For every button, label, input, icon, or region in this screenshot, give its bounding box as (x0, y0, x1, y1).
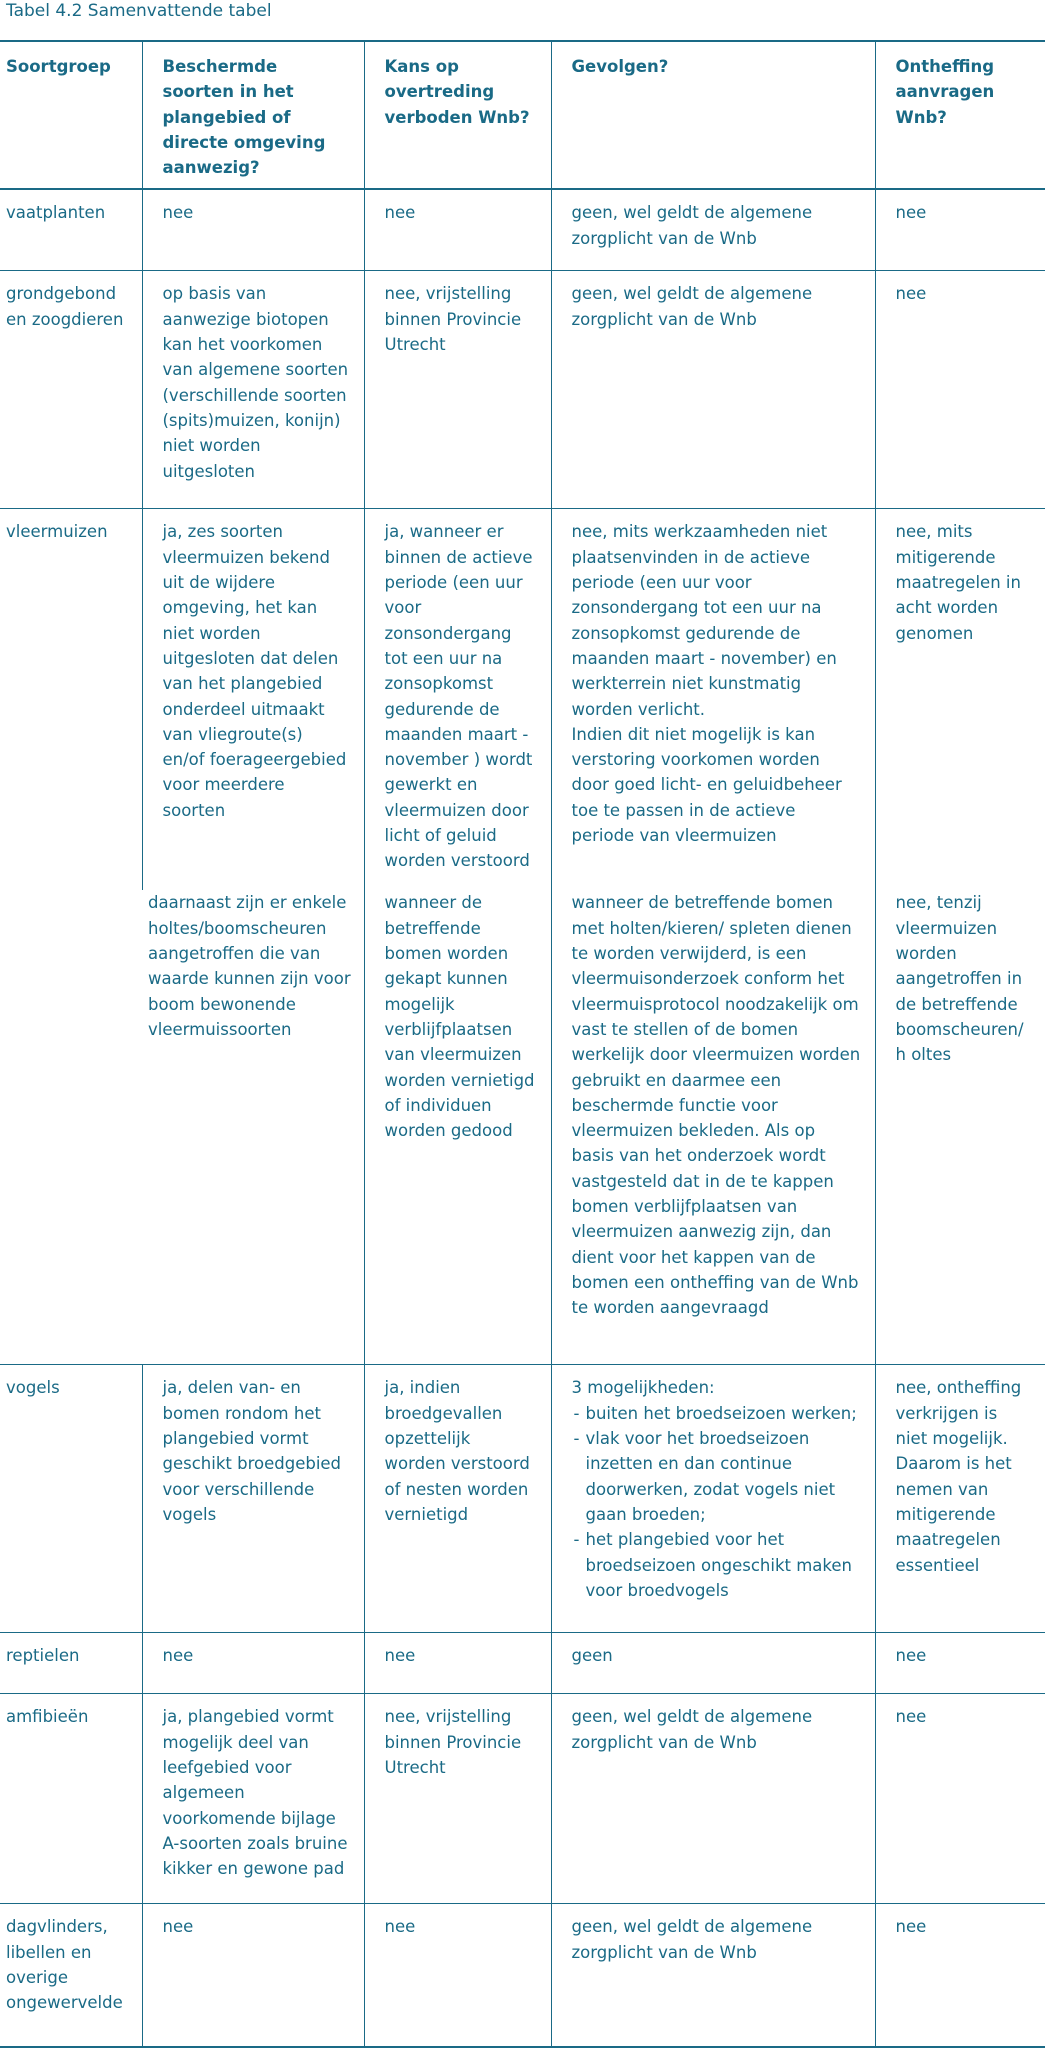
cell-exemption: nee, tenzij vleermuizen worden aangetroffen in de betreffende boomscheuren/h oltes (875, 890, 1045, 1365)
header-gevolgen: Gevolgen? (551, 41, 875, 189)
table-header-row (0, 41, 1045, 189)
cell-present: nee (142, 1633, 364, 1694)
cell-risk: nee, vrijstelling binnen Provincie Utrecht (364, 1694, 551, 1904)
cell-consequences: geen, wel geldt de algemene zorgplicht van de Wnb (551, 1694, 875, 1904)
list-item: - vlak voor het broedseizoen inzetten en dan continue doorwerken, zodat vogels niet gaan broeden; (572, 1426, 861, 1527)
cell-risk: nee, vrijstelling binnen Provincie Utrecht (364, 271, 551, 509)
cell-exemption: nee, ontheffing verkrijgen is niet mogelijk. Daarom is het nemen van mitigerende maatregelen essentieel (875, 1365, 1045, 1633)
cell-consequences (551, 509, 875, 891)
cell-consequences (551, 1365, 875, 1633)
consequences-intro: 3 mogelijkheden: (571, 1378, 715, 1398)
header-kans-op-overtreding: Kans op overtreding verboden Wnb? (364, 41, 551, 189)
table-row-dagvlinders (0, 1904, 1045, 2048)
header-beschermde-soorten: Beschermde soorten in het plangebied of directe omgeving aanwezig? (142, 41, 364, 189)
cell-present: op basis van aanwezige biotopen kan het voorkomen van algemene soorten (verschillende soorten (spits)muizen, konijn) niet worden uitgesloten (142, 271, 364, 509)
table-caption: Tabel 4.2 Samenvattende tabel (6, 1, 272, 21)
cell-group: amfibieën (6, 1707, 89, 1727)
cell-present: nee (142, 189, 364, 271)
table-row-vaatplanten (0, 189, 1045, 271)
table-row-vleermuizen-trees (0, 890, 1045, 1365)
list-item: - buiten het broedseizoen werken; (572, 1401, 861, 1426)
cell-group: reptielen (6, 1646, 80, 1666)
consequences-part-b: Indien dit niet mogelijk is kan verstoring voorkomen worden door goed licht- en geluidbeheer toe te passen in de actieve periode van vleermuizen (571, 724, 842, 846)
cell-exemption: nee (875, 271, 1045, 509)
cell-exemption: nee (875, 1633, 1045, 1694)
cell-group: vaatplanten (6, 203, 106, 223)
cell-risk: nee (364, 1904, 551, 2048)
cell-consequences: wanneer de betreffende bomen met holten/kieren/ spleten dienen te worden verwijderd, is een vleermuisonderzoek conform het vleermuisprotocol noodzakelijk om vast te stellen of de bomen werkelijk door vleermuizen worden gebruikt en daarmee een beschermde functie voor vleermuizen bekleden. Als op basis van het onderzoek wordt vastgesteld dat in de te kappen bomen verblijfplaatsen van vleermuizen aanwezig zijn, dan dient voor het kappen van de bomen een ontheffing van de Wnb te worden aangevraagd (551, 890, 875, 1365)
cell-risk: wanneer de betreffende bomen worden gekapt kunnen mogelijk verblijfplaatsen van vleermuizen worden vernietigd of individuen worden gedood (364, 890, 551, 1365)
table-row-reptielen (0, 1633, 1045, 1694)
cell-risk: ja, indien broedgevallen opzettelijk worden verstoord of nesten worden vernietigd (364, 1365, 551, 1633)
cell-risk: nee (364, 189, 551, 271)
cell-exemption: nee, mits mitigerende maatregelen in acht worden genomen (875, 509, 1045, 891)
cell-present: daarnaast zijn er enkele holtes/boomscheuren aangetroffen die van waarde kunnen zijn voor boom bewonende vleermuissoorten (148, 893, 351, 1039)
list-item: - het plangebied voor het broedseizoen ongeschikt maken voor broedvogels (572, 1527, 861, 1603)
cell-consequences: geen, wel geldt de algemene zorgplicht van de Wnb (551, 271, 875, 509)
cell-group: vogels (6, 1378, 60, 1398)
cell-consequences: geen (551, 1633, 875, 1694)
cell-group: dagvlinders, libellen en overige ongewervelde (6, 1917, 123, 2013)
cell-risk: ja, wanneer er binnen de actieve periode (een uur voor zonsondergang tot een uur na zonsopkomst gedurende de maanden maart - november ) wordt gewerkt en vleermuizen door licht of geluid worden verstoord (364, 509, 551, 891)
table-row-amfibieen (0, 1694, 1045, 1904)
consequences-part-a: nee, mits werkzaamheden niet plaatsenvinden in de actieve periode (een uur voor zonsondergang tot een uur na zonsopkomst gedurende de maanden maart - november) en werkterrein niet kunstmatig worden verlicht. (571, 522, 837, 719)
cell-exemption: nee (875, 1904, 1045, 2048)
cell-risk: nee (364, 1633, 551, 1694)
consequences-list (572, 1401, 861, 1603)
cell-present: ja, zes soorten vleermuizen bekend uit de wijdere omgeving, het kan niet worden uitgesloten dat delen van het plangebied onderdeel uitmaakt van vliegroute(s) en/of foerageergebied voor meerdere soorten (142, 509, 364, 891)
cell-consequences: geen, wel geldt de algemene zorgplicht van de Wnb (551, 1904, 875, 2048)
table-row-vogels (0, 1365, 1045, 1633)
cell-consequences: geen, wel geldt de algemene zorgplicht van de Wnb (551, 189, 875, 271)
header-soortgroep: Soortgroep (6, 57, 111, 76)
cell-present: nee (142, 1904, 364, 2048)
header-ontheffing: Ontheffing aanvragen Wnb? (875, 41, 1045, 189)
cell-exemption: nee (875, 1694, 1045, 1904)
cell-present: ja, delen van- en bomen rondom het plangebied vormt geschikt broedgebied voor verschillende vogels (142, 1365, 364, 1633)
cell-exemption: nee (875, 189, 1045, 271)
summary-table (0, 40, 1045, 2048)
cell-group: grondgebond en zoogdieren (6, 284, 124, 329)
table-row-grondgebonden (0, 271, 1045, 509)
cell-group: vleermuizen (6, 522, 108, 542)
table-row-vleermuizen (0, 509, 1045, 891)
cell-present: ja, plangebied vormt mogelijk deel van leefgebied voor algemeen voorkomende bijlage A-soorten zoals bruine kikker en gewone pad (142, 1694, 364, 1904)
